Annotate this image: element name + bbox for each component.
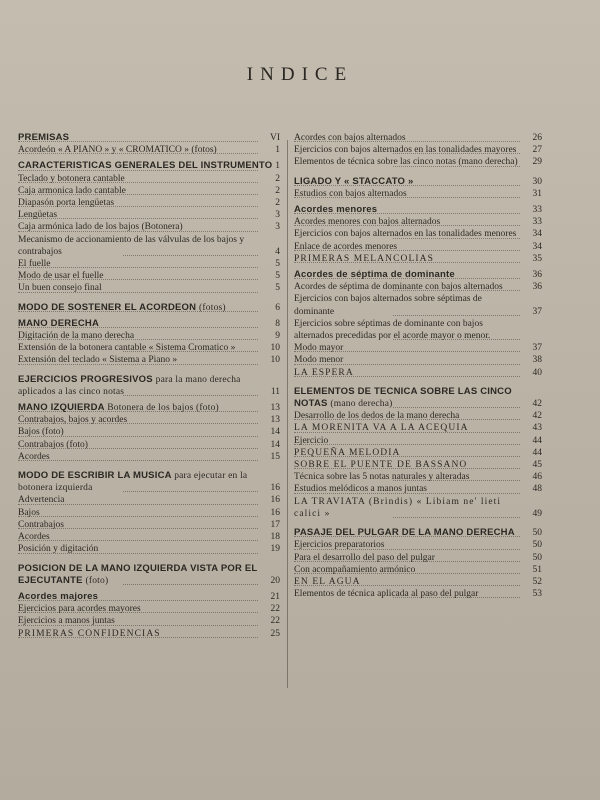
entry-title: Acordes majores [18, 590, 99, 602]
entry-subtitle: (mano derecha) [330, 399, 393, 410]
index-entry [18, 258, 280, 270]
entry-title: EN EL AGUA [294, 576, 361, 587]
entry-title: Caja armónica lado de los bajos (Botonera) [18, 222, 183, 233]
page-number: 52 [532, 576, 542, 587]
entry-title: Técnica sobre las 5 notas naturales y alteradas [294, 472, 470, 483]
index-entry [18, 221, 280, 233]
leader-dots [393, 407, 520, 408]
page-number: 1 [275, 161, 280, 172]
index-entry [294, 342, 542, 354]
leader-dots [393, 315, 520, 316]
entry-title: PREMISAS [18, 132, 70, 143]
page-number: 51 [532, 564, 542, 575]
page-number: 4 [275, 246, 280, 257]
leader-dots [123, 584, 258, 585]
index-entry [294, 576, 542, 588]
entry-title: Modo menor [294, 355, 344, 366]
entry-title: PRIMERAS MELANCOLIAS [294, 253, 434, 264]
index-entry [18, 531, 280, 543]
page-number: 17 [270, 519, 280, 530]
index-entry [294, 281, 542, 293]
entry-title: El fuelle [18, 259, 51, 270]
leader-dots [18, 267, 258, 268]
entry-title: Diapasón porta lengüetas [18, 198, 115, 209]
index-entry [294, 269, 542, 281]
page-number: 5 [275, 283, 280, 294]
page-number: 2 [275, 185, 280, 196]
entry-title: Posición y digitación [18, 544, 99, 555]
index-entry [294, 539, 542, 551]
entry-title: Elementos de técnica sobre las cinco notas (mano derecha) [294, 157, 518, 168]
entry-title: Acordes de séptima de dominante con bajos alternados [294, 282, 503, 293]
page-number: 5 [275, 259, 280, 270]
index-entry [18, 342, 280, 354]
page-number: 49 [532, 508, 542, 519]
page-number: 44 [532, 435, 542, 446]
entry-title: Extensión de la botonera cantable « Sistema Cromatico » [18, 343, 236, 354]
index-entry [294, 318, 542, 342]
index-entry [294, 459, 542, 471]
entry-title: CARACTERISTICAS GENERALES DEL INSTRUMENTO [18, 160, 273, 172]
page-number: 9 [275, 331, 280, 342]
index-entry [18, 354, 280, 366]
page-number: 10 [270, 343, 280, 354]
entry-title: Enlace de acordes menores [294, 241, 398, 252]
entry-title: Caja armonica lado cantable [18, 185, 126, 196]
page-number: 25 [270, 628, 280, 639]
page-number: 2 [275, 173, 280, 184]
index-entry [294, 367, 542, 379]
entry-title: Elementos de técnica aplicada al paso del pulgar [294, 589, 479, 600]
page-number: 18 [270, 532, 280, 543]
index-entry [18, 470, 280, 494]
entry-title: Estudios melódicos a manos juntas [294, 484, 427, 495]
entry-title: Para el desarrollo del paso del pulgar [294, 552, 435, 563]
index-entry [18, 591, 280, 603]
page-number: 43 [532, 423, 542, 434]
index-entry [294, 293, 542, 317]
index-entry [294, 216, 542, 228]
page-number: 10 [270, 355, 280, 366]
entry-title: Modo mayor [294, 343, 344, 354]
page-number: 14 [270, 439, 280, 450]
entry-title: Acordes menores [294, 204, 378, 216]
page-number: 16 [270, 483, 280, 494]
index-entry [18, 402, 280, 414]
index-entry [294, 483, 542, 495]
leader-dots [18, 460, 258, 461]
page-number: 34 [532, 229, 542, 240]
page-number: 36 [532, 282, 542, 293]
index-entry [294, 386, 542, 410]
index-entry [294, 435, 542, 447]
page-number: 5 [275, 271, 280, 282]
index-entry [18, 615, 280, 627]
index-entry [294, 447, 542, 459]
page-number: 3 [275, 222, 280, 233]
page-number: 15 [270, 451, 280, 462]
page-number: 22 [270, 604, 280, 615]
page-title: INDICE [246, 64, 354, 85]
entry-title: Contrabajos, bajos y acordes [18, 415, 128, 426]
entry-subtitle: (fotos) [199, 302, 226, 313]
index-entry [294, 527, 542, 539]
index-entry [294, 204, 542, 216]
index-entry [18, 132, 280, 144]
index-entry [18, 160, 280, 172]
index-entry [18, 209, 280, 221]
page-number: 36 [532, 270, 542, 281]
page-number: 16 [270, 495, 280, 506]
index-entry [18, 318, 280, 330]
entry-title: Contrabajos (foto) [18, 439, 88, 450]
page-number: 3 [275, 210, 280, 221]
entry-title: Teclado y botonera cantable [18, 173, 125, 184]
index-entry [18, 603, 280, 615]
leader-dots [18, 540, 258, 541]
entry-title: Mecanismo de accionamiento de las válvulas de los bajos y contrabajos [18, 234, 245, 257]
entry-title: MODO DE ESCRIBIR LA MUSICA para ejecutar en la botonera izquierda [18, 470, 248, 494]
page-number: 50 [532, 552, 542, 563]
entry-title: Ejercicios con bajos alternados en las tonalidades mayores [294, 145, 517, 156]
index-entry [18, 197, 280, 209]
entry-title: Acordeón « A PIANO » y « CROMATICO » (fotos) [18, 145, 217, 156]
index-entry [18, 507, 280, 519]
entry-subtitle: (foto) [85, 575, 109, 586]
entry-title: Acordes de séptima de dominante [294, 269, 455, 281]
page-number: 37 [532, 306, 542, 317]
entry-subtitle: para ejecutar en la botonera izquierda [18, 471, 248, 494]
page-number: 34 [532, 241, 542, 252]
entry-title: PRIMERAS CONFIDENCIAS [18, 628, 161, 639]
index-left-column [18, 132, 280, 640]
index-entry [18, 330, 280, 342]
page-number: 13 [270, 403, 280, 414]
page-number: 50 [532, 540, 542, 551]
index-entry [294, 471, 542, 483]
entry-title: LA MORENITA VA A LA ACEQUIA [294, 423, 469, 434]
page-number: 40 [532, 367, 542, 378]
entry-title: Contrabajos [18, 519, 64, 530]
entry-title: Ejercicios con bajos alternados sobre séptimas de dominante [294, 294, 482, 317]
entry-title: Ejercicios con bajos alternados en las tonalidades menores [294, 229, 517, 240]
page-number: 13 [270, 415, 280, 426]
page-number: 44 [532, 447, 542, 458]
entry-title: Con acompañamiento armónico [294, 564, 416, 575]
entry-title: Digitación de la mano derecha [18, 331, 135, 342]
page-number: 22 [270, 616, 280, 627]
page-number: 8 [275, 318, 280, 329]
entry-title: POSICION DE LA MANO IZQUIERDA VISTA POR EL EJECUTANTE (foto) [18, 562, 258, 586]
index-entry [18, 426, 280, 438]
index-entry [294, 552, 542, 564]
entry-title: ELEMENTOS DE TECNICA SOBRE LAS CINCO NOTAS (mano derecha) [294, 385, 512, 410]
page-number: 29 [532, 157, 542, 168]
page-number: 16 [270, 507, 280, 518]
index-entry [294, 354, 542, 366]
entry-title: Advertencia [18, 495, 65, 506]
index-entry [18, 282, 280, 294]
index-entry [18, 302, 280, 314]
index-entry [294, 132, 542, 144]
page-number: 2 [275, 198, 280, 209]
page-number: 1 [275, 145, 280, 156]
entry-title: LA TRAVIATA (Brindis) « Libiam ne' lieti calici » [294, 496, 502, 519]
entry-title: EJERCICIOS PROGRESIVOS para la mano derecha aplicados a las cinco notas [18, 373, 241, 397]
index-entry [18, 185, 280, 197]
index-entry [18, 519, 280, 531]
index-entry [18, 270, 280, 282]
page-number: 42 [532, 399, 542, 410]
page-number: 46 [532, 472, 542, 483]
index-entry [18, 563, 280, 587]
page-number: VI [269, 133, 280, 143]
index-entry [18, 144, 280, 156]
entry-title: Acordes [18, 532, 50, 543]
entry-title: Acordes [18, 451, 50, 462]
index-entry [294, 588, 542, 600]
index-entry [294, 176, 542, 188]
entry-title: Estudios con bajos alternados [294, 188, 407, 199]
index-entry [294, 144, 542, 156]
index-entry [294, 228, 542, 240]
entry-title: MANO IZQUIERDA Botonera de los bajos (foto) [18, 402, 219, 414]
entry-title: Ejercicios preparatorios [294, 540, 385, 551]
leader-dots [123, 395, 258, 396]
page-number: 6 [275, 302, 280, 313]
entry-title: LA ESPERA [294, 367, 354, 378]
page-number: 20 [270, 575, 280, 586]
page-number: 21 [270, 591, 280, 602]
page-number: 42 [532, 411, 542, 422]
entry-title: LIGADO Y « STACCATO » [294, 175, 414, 187]
entry-title: MODO DE SOSTENER EL ACORDEON (fotos) [18, 301, 226, 313]
page-number: 30 [532, 176, 542, 187]
leader-dots [123, 491, 258, 492]
page-number: 48 [532, 484, 542, 495]
index-entry [18, 234, 280, 258]
leader-dots [123, 255, 258, 256]
entry-title: PASAJE DEL PULGAR DE LA MANO DERECHA [294, 527, 515, 539]
entry-title: Extensión del teclado « Sistema a Piano » [18, 355, 178, 366]
index-entry [294, 253, 542, 265]
index-entry [294, 241, 542, 253]
column-divider [287, 140, 288, 688]
index-entry [18, 628, 280, 640]
page-number: 11 [270, 386, 280, 397]
entry-subtitle: Botonera de los bajos (foto) [107, 403, 219, 414]
leader-dots [393, 517, 520, 518]
entry-title: Modo de usar el fuelle [18, 271, 104, 282]
page-number: 14 [270, 427, 280, 438]
entry-title: Lengüetas [18, 210, 58, 221]
entry-title: Acordes menores con bajos alternados [294, 217, 441, 228]
page-number: 45 [532, 460, 542, 471]
page-number: 31 [532, 188, 542, 199]
index-entry [294, 188, 542, 200]
leader-dots [18, 516, 258, 517]
page-number: 53 [532, 589, 542, 600]
index-entry [18, 173, 280, 185]
index-entry [294, 410, 542, 422]
entry-title: Un buen consejo final [18, 283, 102, 294]
index-entry [294, 422, 542, 434]
index-entry [294, 564, 542, 576]
entry-title: Ejercicio [294, 435, 329, 446]
page-number: 38 [532, 355, 542, 366]
page-number: 37 [532, 343, 542, 354]
entry-title: Ejercicios a manos juntas [18, 616, 115, 627]
entry-title: Desarrollo de los dedos de la mano derecha [294, 411, 460, 422]
index-entry [18, 414, 280, 426]
index-entry [294, 156, 542, 168]
page-number: 33 [532, 217, 542, 228]
page-number: 26 [532, 133, 542, 143]
entry-title: Ejercicios para acordes mayores [18, 604, 141, 615]
entry-subtitle: para la mano derecha aplicados a las cinco notas [18, 374, 241, 397]
page-number: 50 [532, 528, 542, 539]
page-number: 27 [532, 145, 542, 156]
index-entry [18, 451, 280, 463]
index-entry [18, 543, 280, 555]
entry-title: Bajos (foto) [18, 427, 64, 438]
page-number: 33 [532, 205, 542, 216]
index-entry [18, 494, 280, 506]
entry-title: SOBRE EL PUENTE DE BASSANO [294, 460, 468, 471]
entry-title: Acordes con bajos alternados [294, 133, 406, 143]
entry-title: Ejercicios sobre séptimas de dominante con bajos alternados precedidas por el acorde mayor o menor. [294, 318, 491, 342]
index-entry [18, 439, 280, 451]
index-entry [18, 374, 280, 398]
entry-title: PEQUEÑA MELODIA [294, 447, 401, 458]
index-entry [294, 496, 542, 520]
page-number: 19 [270, 544, 280, 555]
entry-title: MANO DERECHA [18, 317, 100, 329]
entry-title: Bajos [18, 507, 40, 518]
index-right-column [294, 132, 542, 600]
page-number: 35 [532, 253, 542, 264]
